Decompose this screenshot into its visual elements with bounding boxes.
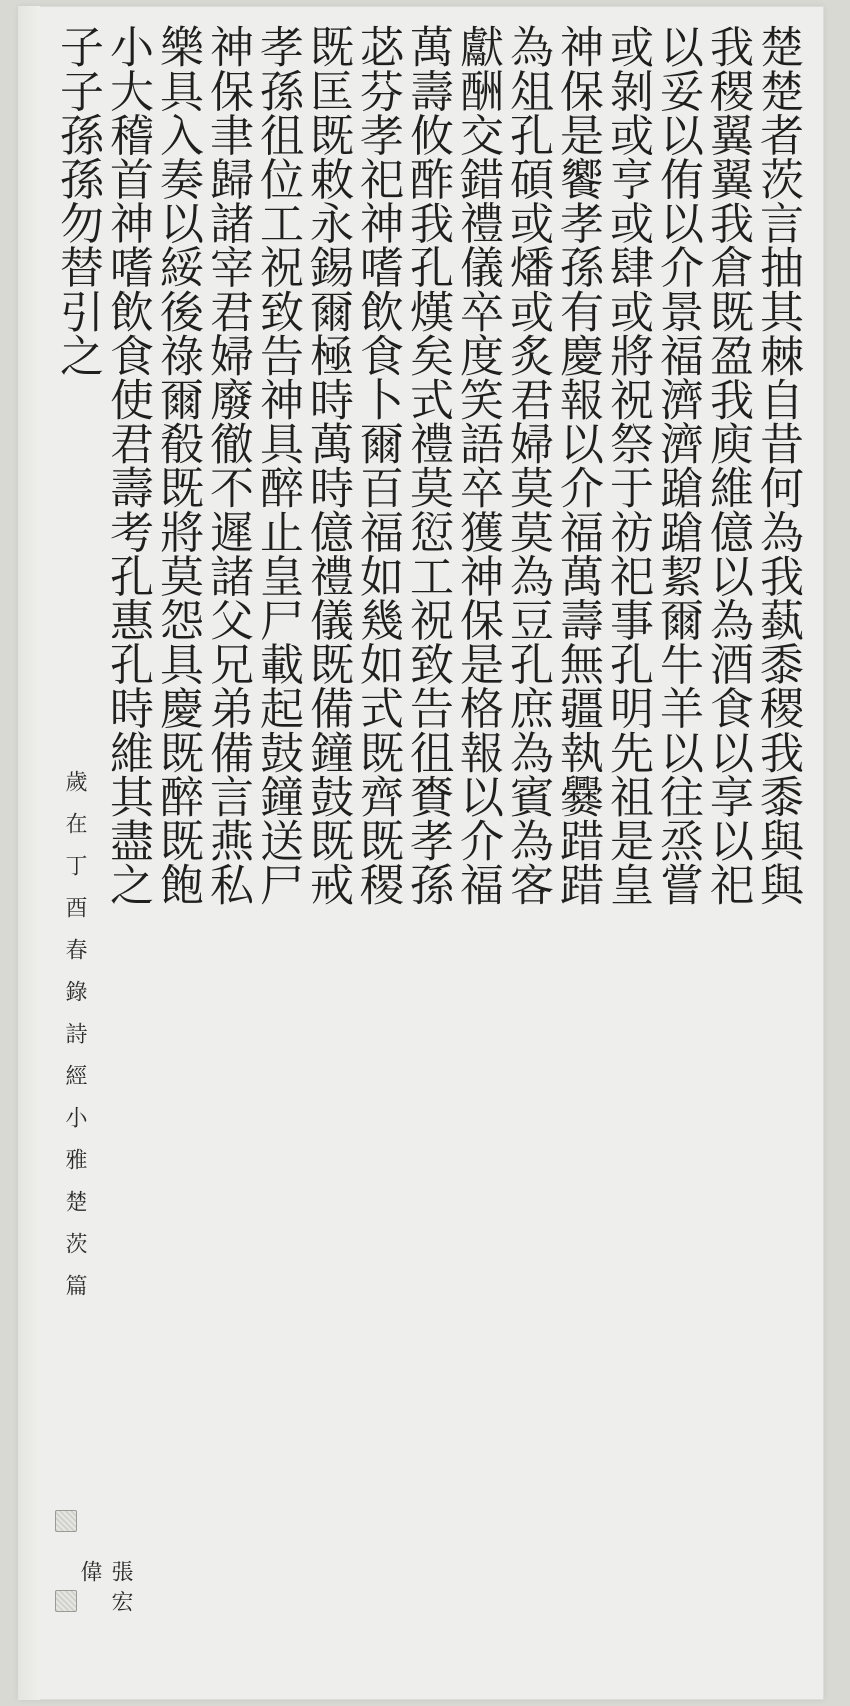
calligraphy-column: 楚楚者茨言抽其棘自昔何為我蓺黍稷我黍與與	[752, 24, 803, 906]
calligraphy-column: 孝孫徂位工祝致告神具醉止皇尸載起鼓鐘送尸	[252, 24, 303, 906]
calligraphy-column: 樂具入奏以綏後祿爾殽既將莫怨具慶既醉既飽	[152, 24, 203, 906]
calligraphy-column: 神保聿歸諸宰君婦廢徹不遲諸父兄弟備言燕私	[202, 24, 253, 906]
seal-stamp-upper	[55, 1510, 77, 1532]
calligraphy-column: 萬壽攸酢我孔熯矣式禮莫愆工祝致告徂賚孝孫	[402, 24, 453, 906]
calligraphy-column: 子子孫孫勿替引之	[52, 24, 103, 377]
calligraphy-column: 小大稽首神嗜飲食使君壽考孔惠孔時維其盡之	[102, 24, 153, 906]
calligraphy-column: 既匡既敕永錫爾極時萬時億禮儀既備鐘鼓既戒	[302, 24, 353, 906]
seal-stamp-lower	[55, 1590, 77, 1612]
calligraphy-text-area	[52, 24, 802, 1679]
calligraphy-column: 神保是饗孝孫有慶報以介福萬壽無疆執爨踖踖	[552, 24, 603, 906]
calligraphy-column: 或剝或亨或肆或將祝祭于祊祀事孔明先祖是皇	[602, 24, 653, 906]
artist-signature: 張宏偉	[77, 1560, 133, 1620]
calligraphy-column: 獻酬交錯禮儀卒度笑語卒獲神保是格報以介福	[452, 24, 503, 906]
calligraphy-column: 為俎孔碩或燔或炙君婦莫莫為豆孔庶為賓為客	[502, 24, 553, 906]
scroll-mount-edge	[18, 6, 40, 1700]
calligraphy-column: 以妥以侑以介景福濟濟蹌蹌絜爾牛羊以往烝嘗	[652, 24, 703, 906]
calligraphy-column: 我稷翼翼我倉既盈我庾維億以為酒食以享以祀	[702, 24, 753, 906]
calligraphy-column: 苾芬孝祀神嗜飲食卜爾百福如幾如式既齊既稷	[352, 24, 403, 906]
inscription-text: 歲在丁酉春錄詩經小雅楚茨篇	[62, 770, 87, 1316]
